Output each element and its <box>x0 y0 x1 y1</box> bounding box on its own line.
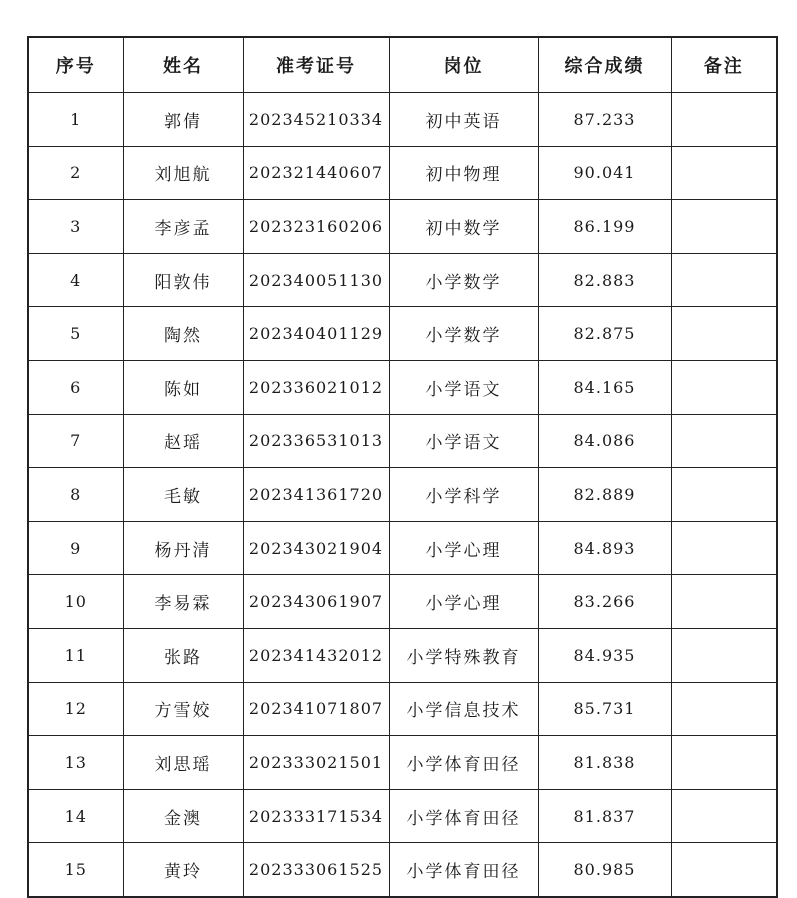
results-table <box>27 36 778 898</box>
cell-score: 84.935 <box>538 628 671 682</box>
cell-exam-id: 202341432012 <box>243 628 389 682</box>
cell-no: 5 <box>28 307 123 361</box>
cell-score: 81.838 <box>538 736 671 790</box>
cell-score: 82.889 <box>538 468 671 522</box>
cell-note <box>671 521 777 575</box>
cell-no: 1 <box>28 93 123 147</box>
cell-exam-id: 202343021904 <box>243 521 389 575</box>
cell-exam-id: 202340401129 <box>243 307 389 361</box>
column-header-post: 岗位 <box>389 37 538 93</box>
cell-name: 赵瑶 <box>123 414 243 468</box>
cell-note <box>671 736 777 790</box>
table-row <box>28 253 777 307</box>
cell-score: 82.875 <box>538 307 671 361</box>
cell-exam-id: 202323160206 <box>243 200 389 254</box>
cell-exam-id: 202333061525 <box>243 843 389 897</box>
cell-post: 初中英语 <box>389 93 538 147</box>
cell-note <box>671 253 777 307</box>
cell-note <box>671 843 777 897</box>
cell-post: 小学体育田径 <box>389 843 538 897</box>
cell-no: 3 <box>28 200 123 254</box>
cell-post: 小学数学 <box>389 253 538 307</box>
cell-post: 初中物理 <box>389 146 538 200</box>
cell-no: 4 <box>28 253 123 307</box>
cell-name: 刘旭航 <box>123 146 243 200</box>
cell-score: 87.233 <box>538 93 671 147</box>
cell-no: 8 <box>28 468 123 522</box>
cell-exam-id: 202333021501 <box>243 736 389 790</box>
column-header-name: 姓名 <box>123 37 243 93</box>
cell-name: 陈如 <box>123 360 243 414</box>
cell-post: 小学体育田径 <box>389 789 538 843</box>
cell-no: 9 <box>28 521 123 575</box>
cell-no: 6 <box>28 360 123 414</box>
table-row <box>28 789 777 843</box>
cell-score: 83.266 <box>538 575 671 629</box>
cell-exam-id: 202340051130 <box>243 253 389 307</box>
column-header-note: 备注 <box>671 37 777 93</box>
cell-name: 阳敦伟 <box>123 253 243 307</box>
cell-name: 杨丹清 <box>123 521 243 575</box>
cell-exam-id: 202345210334 <box>243 93 389 147</box>
cell-score: 80.985 <box>538 843 671 897</box>
cell-exam-id: 202321440607 <box>243 146 389 200</box>
cell-exam-id: 202341361720 <box>243 468 389 522</box>
cell-name: 张路 <box>123 628 243 682</box>
cell-note <box>671 628 777 682</box>
table-row <box>28 628 777 682</box>
cell-exam-id: 202336021012 <box>243 360 389 414</box>
table-header-row <box>28 37 777 93</box>
cell-score: 81.837 <box>538 789 671 843</box>
cell-exam-id: 202341071807 <box>243 682 389 736</box>
table-row <box>28 736 777 790</box>
cell-note <box>671 468 777 522</box>
cell-score: 85.731 <box>538 682 671 736</box>
cell-exam-id: 202333171534 <box>243 789 389 843</box>
cell-note <box>671 200 777 254</box>
cell-no: 2 <box>28 146 123 200</box>
cell-post: 小学心理 <box>389 575 538 629</box>
cell-no: 15 <box>28 843 123 897</box>
cell-name: 金澳 <box>123 789 243 843</box>
cell-post: 小学心理 <box>389 521 538 575</box>
cell-no: 11 <box>28 628 123 682</box>
cell-note <box>671 575 777 629</box>
cell-score: 84.086 <box>538 414 671 468</box>
cell-exam-id: 202343061907 <box>243 575 389 629</box>
cell-post: 小学特殊教育 <box>389 628 538 682</box>
table-body <box>28 93 777 897</box>
cell-name: 刘思瑶 <box>123 736 243 790</box>
column-header-exam-id: 准考证号 <box>243 37 389 93</box>
table-row <box>28 93 777 147</box>
table-row <box>28 307 777 361</box>
cell-name: 黄玲 <box>123 843 243 897</box>
cell-note <box>671 360 777 414</box>
table-row <box>28 521 777 575</box>
table-row <box>28 146 777 200</box>
cell-no: 7 <box>28 414 123 468</box>
cell-post: 小学科学 <box>389 468 538 522</box>
cell-note <box>671 307 777 361</box>
cell-no: 12 <box>28 682 123 736</box>
table-row <box>28 360 777 414</box>
cell-name: 毛敏 <box>123 468 243 522</box>
cell-no: 14 <box>28 789 123 843</box>
cell-post: 小学语文 <box>389 360 538 414</box>
cell-name: 郭倩 <box>123 93 243 147</box>
cell-no: 13 <box>28 736 123 790</box>
cell-score: 84.165 <box>538 360 671 414</box>
cell-note <box>671 414 777 468</box>
cell-post: 初中数学 <box>389 200 538 254</box>
cell-exam-id: 202336531013 <box>243 414 389 468</box>
table-row <box>28 575 777 629</box>
column-header-no: 序号 <box>28 37 123 93</box>
cell-note <box>671 93 777 147</box>
cell-note <box>671 789 777 843</box>
cell-note <box>671 682 777 736</box>
table-row <box>28 468 777 522</box>
cell-score: 82.883 <box>538 253 671 307</box>
cell-name: 方雪姣 <box>123 682 243 736</box>
cell-note <box>671 146 777 200</box>
table-row <box>28 414 777 468</box>
cell-no: 10 <box>28 575 123 629</box>
cell-name: 李易霖 <box>123 575 243 629</box>
table-row <box>28 200 777 254</box>
cell-score: 84.893 <box>538 521 671 575</box>
table-row <box>28 843 777 897</box>
cell-name: 陶然 <box>123 307 243 361</box>
table-row <box>28 682 777 736</box>
cell-post: 小学语文 <box>389 414 538 468</box>
column-header-score: 综合成绩 <box>538 37 671 93</box>
cell-score: 86.199 <box>538 200 671 254</box>
cell-name: 李彦孟 <box>123 200 243 254</box>
cell-post: 小学体育田径 <box>389 736 538 790</box>
cell-post: 小学信息技术 <box>389 682 538 736</box>
cell-post: 小学数学 <box>389 307 538 361</box>
cell-score: 90.041 <box>538 146 671 200</box>
